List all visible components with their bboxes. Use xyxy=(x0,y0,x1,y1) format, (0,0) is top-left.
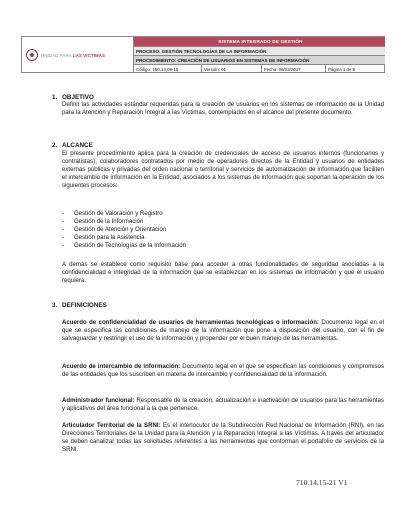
definition-term: Administrador funcional: xyxy=(62,397,135,404)
definition-item xyxy=(62,397,384,413)
page-number: Página 1 de 5 xyxy=(328,66,356,72)
definition-item xyxy=(62,319,384,343)
list-item: - Gestión para la Asistencia xyxy=(62,234,384,242)
objective-text: Definir las actividades estándar requeridas para la creación de usuarios en los sistemas de información de la Unidad para la Atención y Reparación Integral a las Víctimas, contemplados en el alcance del presente documento. xyxy=(62,101,384,116)
definition-text: Documento legal en el que se especifican las condiciones y compromisos de las entidades que los suscriben en materia de intercambio y confidencialidad de la información. xyxy=(62,363,384,378)
document-code: Código: 150,13,08-15 xyxy=(134,65,202,74)
definition-term: Articulador Territorial de la SRNI: xyxy=(62,422,161,429)
document-meta xyxy=(134,64,385,73)
process-name: PROCESO: GESTIÓN TECNOLOGÍAS DE LA INFORMACIÓN xyxy=(134,46,385,55)
seal-icon xyxy=(26,49,38,61)
system-title: SISTEMA INTEGRADO DE GESTIÓN xyxy=(134,37,385,46)
definition-term: Acuerdo de intercambio de información: xyxy=(62,363,181,370)
definition-item xyxy=(62,363,384,379)
logo-text: UNIDAD PARA LAS VÍCTIMAS xyxy=(41,52,106,58)
document-header xyxy=(21,36,385,73)
list-item: - Gestión de la Información xyxy=(62,218,384,226)
list-item: - Gestión de Valoración y Registro xyxy=(62,210,384,218)
process-list xyxy=(62,210,384,250)
header-info xyxy=(134,37,385,73)
scope-text: El presente procedimiento aplica para la creación de credenciales de acceso de usuarios internos (funcionarios y contratistas), colaboradores contratados por medio de operadores directos de la Entidad y usuarios de entidades externas públicas y privadas del orden nacional o territorial y servicios de automatización de información que faciliten el intercambio de información en la Entidad, asociados a los sistemas de información que soportan la operación de los siguientes procesos: xyxy=(62,150,384,189)
document-date: Fecha: 06/03/2017 xyxy=(262,65,326,74)
definition-text: Responsable de la creación, actualización e inactivación de usuarios para las herramientas y aplicativos del área funcional a la que pertenece. xyxy=(62,397,384,412)
definition-term: Acuerdo de confidencialidad de usuarios de herramientas tecnológicas o información: xyxy=(62,319,319,326)
procedure-name: PROCEDIMIENTO: CREACIÓN DE USUARIOS EN SISTEMAS DE INFORMACIÓN xyxy=(134,55,385,64)
list-item: - Gestión de Tecnologías de la Información xyxy=(62,242,384,250)
section-heading-objective: 1. OBJETIVO xyxy=(52,94,94,101)
definition-item xyxy=(62,422,384,454)
section-heading-scope: 2. ALCANCE xyxy=(52,142,93,149)
scope-text-2: A demás se establece como requisito base para acceder a otras funcionalidades de seguridad asociadas a la confidencialidad e integridad de la información que se establezcan en los sistemas de información y que el usuario requiera. xyxy=(62,261,384,284)
section-heading-definitions: 3. DEFINICIONES xyxy=(52,302,107,309)
definition-text: Es el interlocutor de la Subdirección Red Nacional de Información (RNI), en las Direcciones Territoriales de la Unidad para la Atención y la Reparación Integral a las Víctimas. A través del articulador se deben canalizar todas las solicitudes referentes a las herramientas que conforman el portafolio de servicios de la SRNI. xyxy=(62,422,384,453)
definition-text: Documento legal en el que se especifica las condiciones de manejo de la información que pone a disposición del usuario, con el fin de salvaguardar y restringir el uso de la información y propender por el buen manejo de las herramientas. xyxy=(62,319,384,342)
footer-document-code: 710.14.15-21 V1 xyxy=(296,478,348,487)
document-version: Versión: 01 xyxy=(202,65,262,74)
list-item: - Gestión de Atención y Orientación xyxy=(62,226,384,234)
entity-logo xyxy=(22,37,134,73)
